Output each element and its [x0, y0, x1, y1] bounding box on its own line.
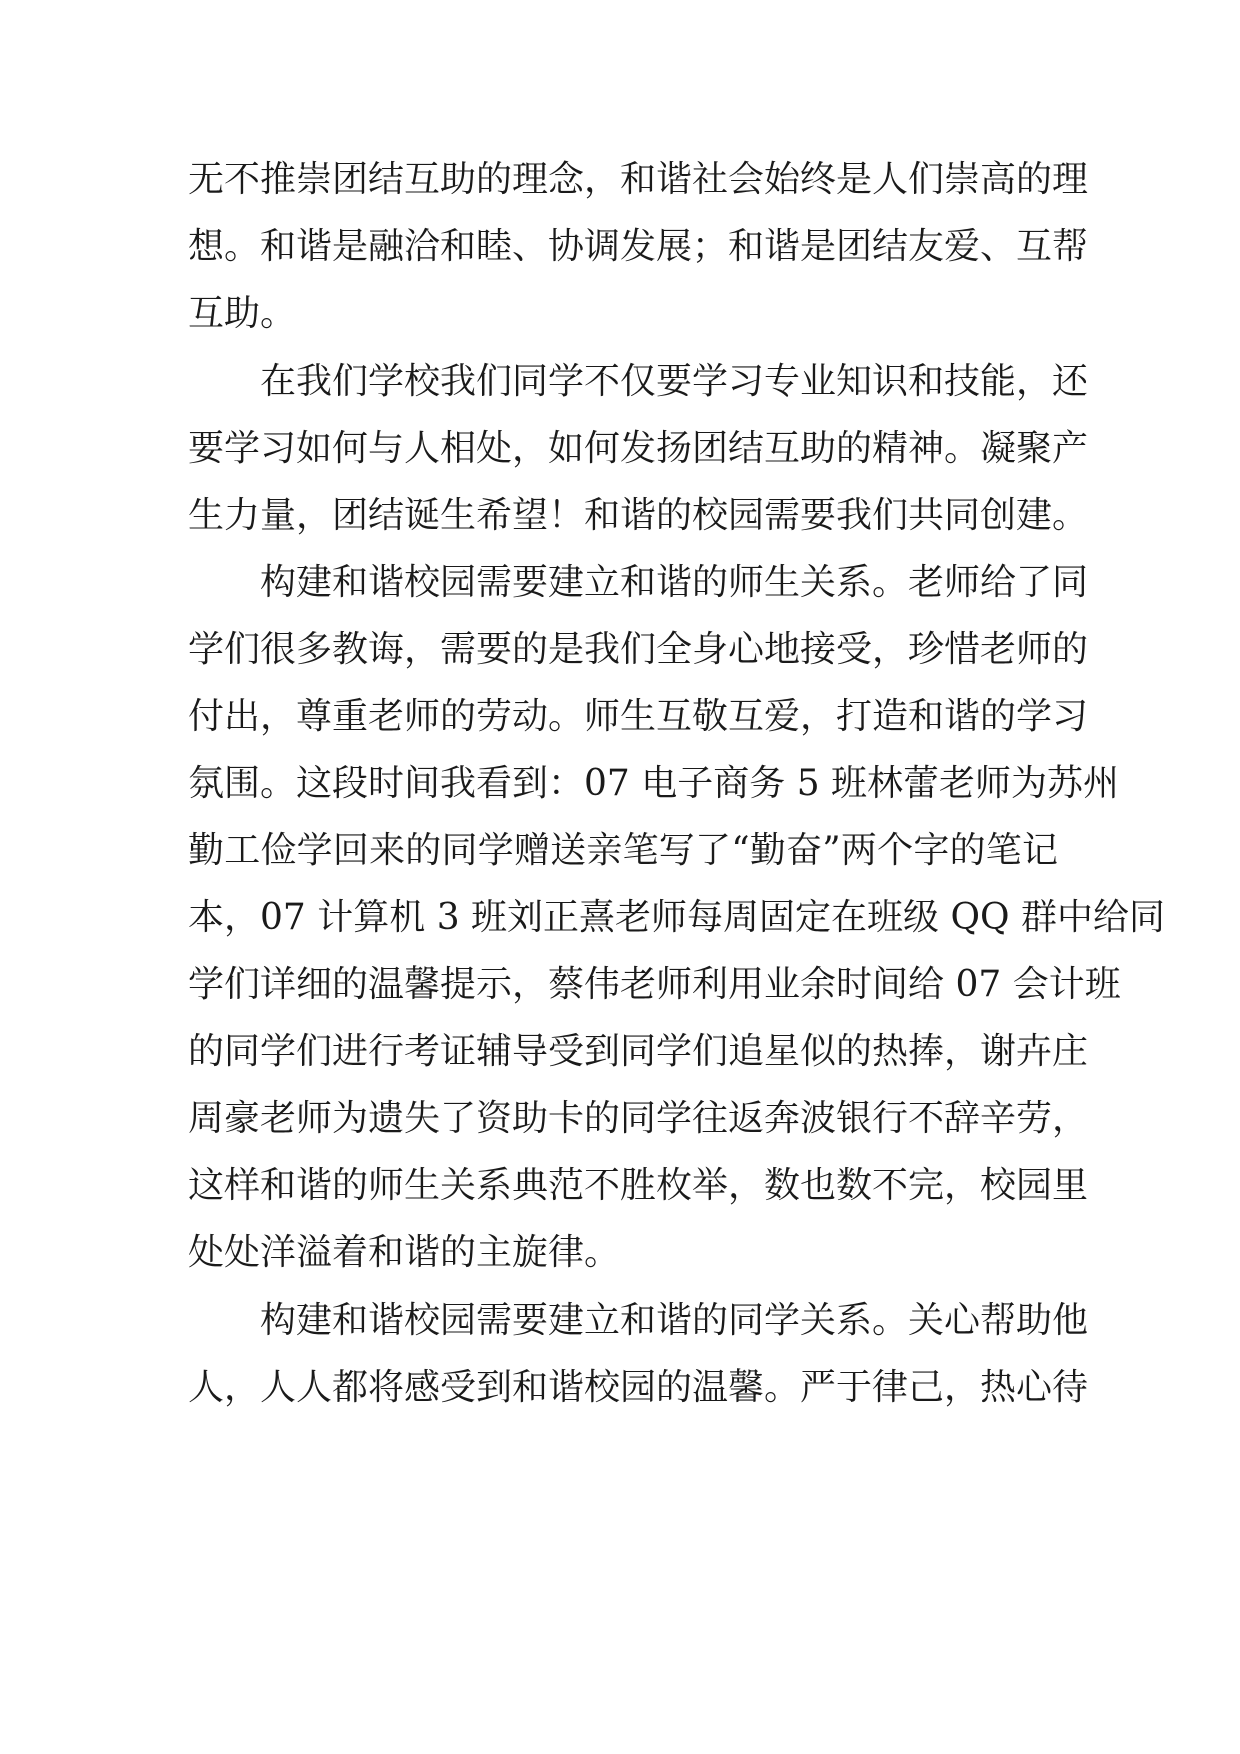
- text-line: 这样和谐的师生关系典范不胜枚举，数也数不完，校园里: [188, 1165, 1089, 1206]
- text-line: 处处洋溢着和谐的主旋律。: [188, 1232, 621, 1273]
- text-line: 的同学们进行考证辅导受到同学们追星似的热捧，谢卉庄: [188, 1031, 1089, 1072]
- text-line: 周豪老师为遗失了资助卡的同学往返奔波银行不辞辛劳，: [188, 1098, 1089, 1139]
- paragraph-first-line: 构建和谐校园需要建立和谐的师生关系。老师给了同: [260, 562, 1089, 603]
- text-line: 氛围。这段时间我看到：07 电子商务 5 班林蕾老师为苏州: [188, 763, 1120, 804]
- text-line: 学们详细的温馨提示，蔡伟老师利用业余时间给 07 会计班: [188, 964, 1121, 1005]
- text-line: 勤工俭学回来的同学赠送亲笔写了“勤奋”两个字的笔记: [188, 830, 1058, 871]
- paragraph-first-line: 在我们学校我们同学不仅要学习专业知识和技能，还: [260, 361, 1089, 402]
- text-line: 学们很多教诲，需要的是我们全身心地接受，珍惜老师的: [188, 629, 1089, 670]
- text-line: 想。和谐是融洽和睦、协调发展；和谐是团结友爱、互帮: [188, 226, 1089, 267]
- text-line: 无不推崇团结互助的理念，和谐社会始终是人们崇高的理: [188, 159, 1089, 200]
- text-line: 要学习如何与人相处，如何发扬团结互助的精神。凝聚产: [188, 428, 1089, 469]
- text-line: 本，07 计算机 3 班刘正熹老师每周固定在班级 QQ 群中给同: [188, 897, 1165, 938]
- text-line: 人，人人都将感受到和谐校园的温馨。严于律己，热心待: [188, 1367, 1089, 1408]
- text-line: 付出，尊重老师的劳动。师生互敬互爱，打造和谐的学习: [188, 696, 1089, 737]
- text-line: 生力量，团结诞生希望！和谐的校园需要我们共同创建。: [188, 495, 1089, 536]
- paragraph-first-line: 构建和谐校园需要建立和谐的同学关系。关心帮助他: [260, 1300, 1089, 1341]
- text-line: 互助。: [188, 293, 297, 334]
